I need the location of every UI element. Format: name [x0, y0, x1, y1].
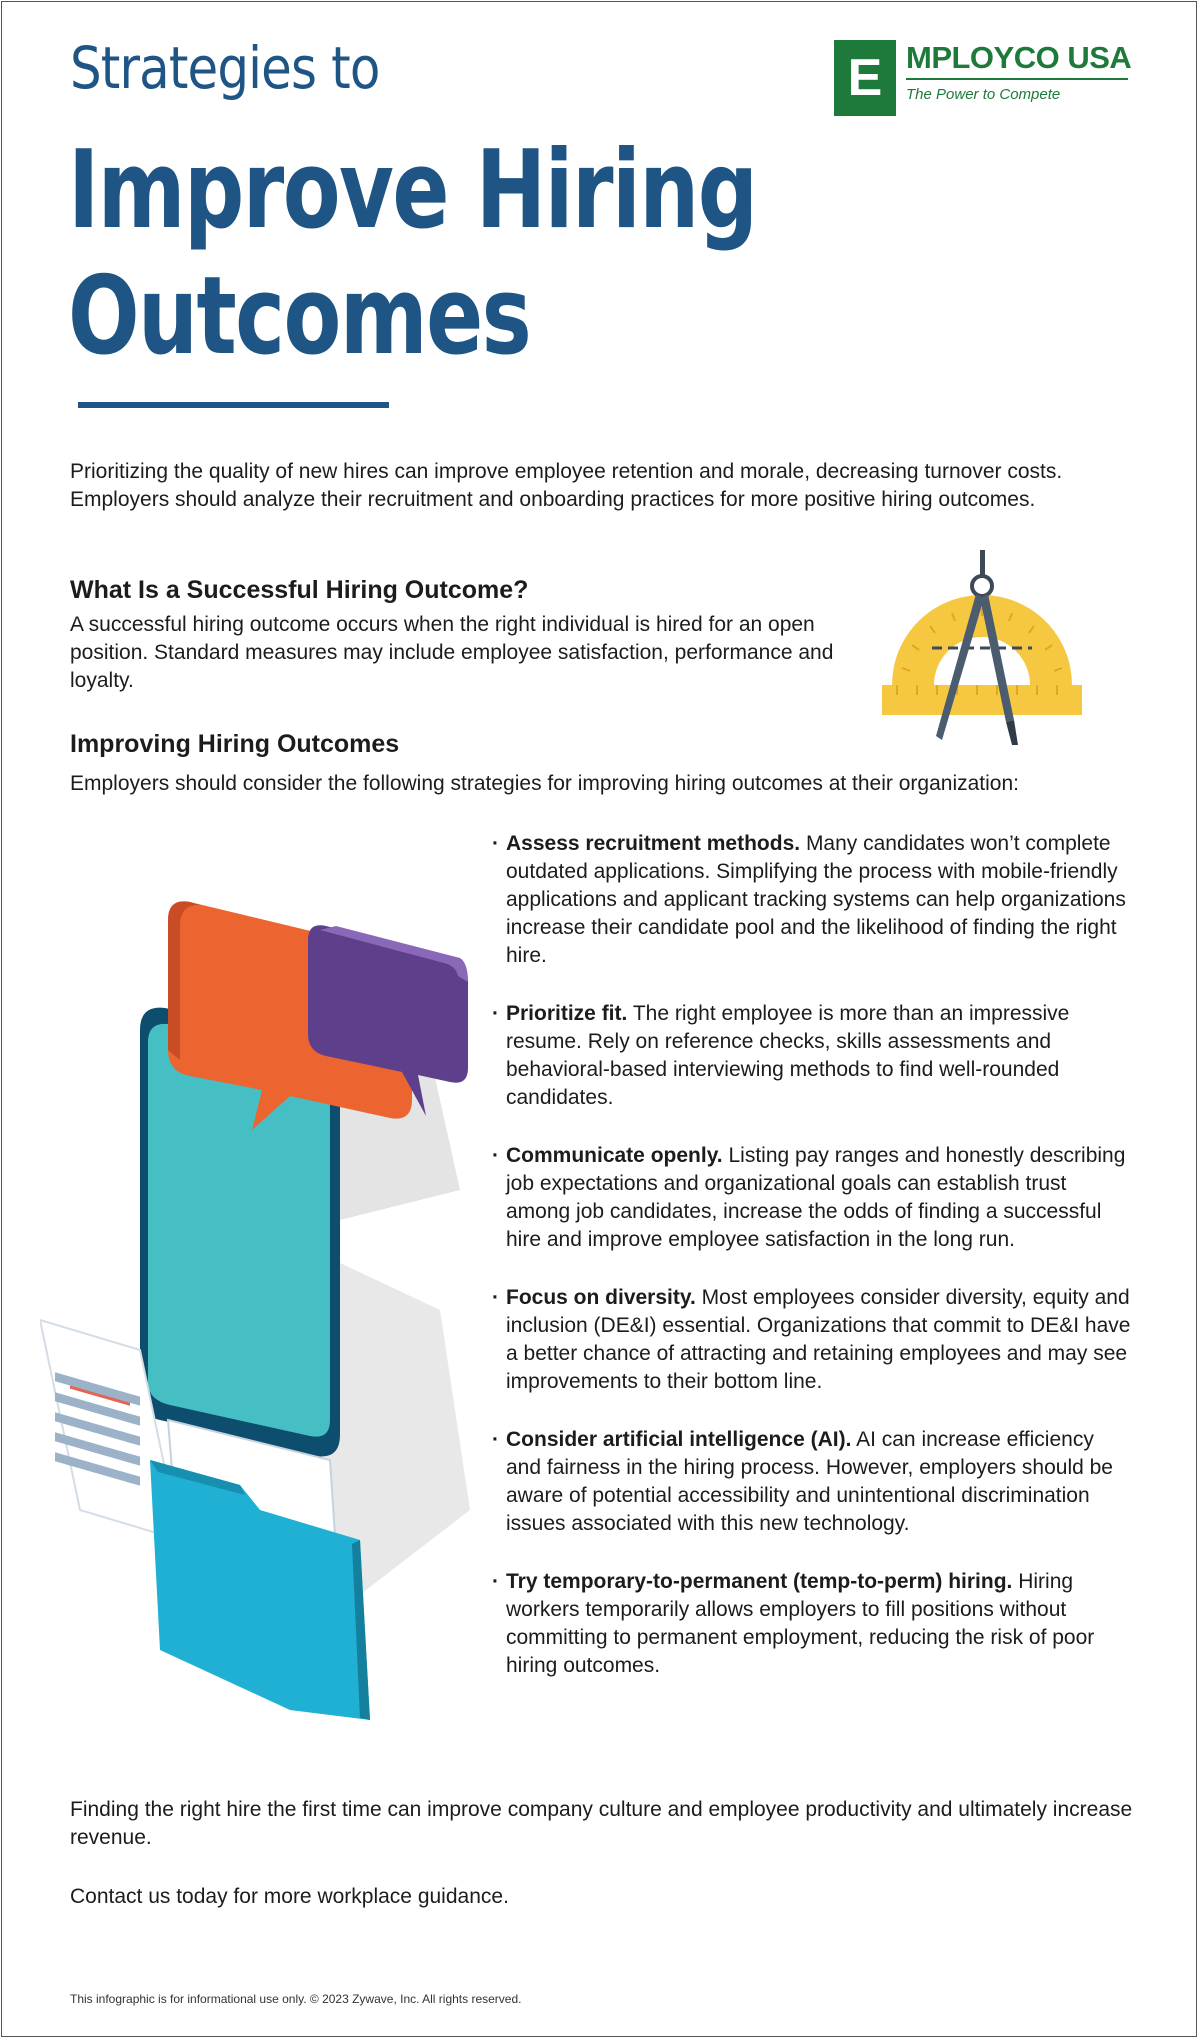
list-item	[494, 1284, 1134, 1396]
title-underline	[78, 402, 389, 408]
page-title-line-1: Improve Hiring	[68, 128, 757, 253]
section-heading-successful-outcome: What Is a Successful Hiring Outcome?	[70, 576, 529, 604]
section-heading-improving-outcomes: Improving Hiring Outcomes	[70, 730, 400, 758]
page-title	[68, 128, 756, 380]
company-logo[interactable]	[834, 40, 1134, 120]
strategy-lead: Prioritize fit.	[506, 1002, 628, 1025]
strategy-lead: Assess recruitment methods.	[506, 832, 801, 855]
logo-tagline: The Power to Compete	[906, 86, 1061, 103]
strategy-lead: Try temporary-to-permanent (temp-to-perm) hiring.	[506, 1570, 1013, 1593]
strategy-text: Many candidates won’t complete outdated applications. Simplifying the process with mobile-friendly applications and applicant tracking systems can help organizations increase their candidate pool and the likelihood of finding the right hire.	[506, 832, 1126, 967]
title-kicker: Strategies to	[70, 34, 380, 102]
strategy-text: Listing pay ranges and honestly describing job expectations and organizational goals can establish trust among job candidates, increase the odds of finding a successful hire and improve employee satisfaction in the long run.	[506, 1144, 1126, 1251]
logo-letter-box: E	[834, 40, 896, 116]
strategy-lead: Consider artificial intelligence (AI).	[506, 1428, 852, 1451]
strategy-lead: Communicate openly.	[506, 1144, 723, 1167]
phone-chat-folder-illustration	[40, 890, 490, 1720]
list-item	[494, 1568, 1134, 1680]
list-item	[494, 1000, 1134, 1112]
list-item	[494, 1142, 1134, 1254]
strategy-text: The right employee is more than an impressive resume. Rely on reference checks, skills assessments and behavioral-based interviewing methods to find well-rounded candidates.	[506, 1002, 1070, 1109]
contact-call-to-action: Contact us today for more workplace guidance.	[70, 1885, 509, 1908]
protractor-compass-illustration	[872, 550, 1092, 750]
strategy-text: AI can increase efficiency and fairness in the hiring process. However, employers should be aware of potential accessibility and unintentional discrimination issues associated with this new technology.	[506, 1428, 1113, 1535]
list-item	[494, 1426, 1134, 1538]
closing-paragraph: Finding the right hire the first time can improve company culture and employee productivity and ultimately increase revenue.	[70, 1798, 1133, 1849]
page-title-line-2: Outcomes	[68, 254, 531, 379]
logo-divider	[906, 78, 1128, 80]
logo-name: MPLOYCO USA	[906, 40, 1132, 75]
strategy-text: Hiring workers temporarily allows employers to fill positions without committing to permanent employment, reducing the risk of poor hiring outcomes.	[506, 1570, 1095, 1677]
intro-paragraph: Prioritizing the quality of new hires can improve employee retention and morale, decreasing turnover costs. Employers should analyze their recruitment and onboarding practices for more positive hiring outcomes.	[70, 460, 1063, 511]
strategy-text: Most employees consider diversity, equity and inclusion (DE&I) essential. Organizations that commit to DE&I have a better chance of attracting and retaining employees and may see improvements to their bottom line.	[506, 1286, 1131, 1393]
section-body-successful-outcome: A successful hiring outcome occurs when the right individual is hired for an open position. Standard measures may include employee satisfaction, performance and loyalty.	[70, 613, 834, 692]
list-item	[494, 830, 1134, 970]
section-body-improving-outcomes: Employers should consider the following strategies for improving hiring outcomes at their organization:	[70, 772, 1019, 795]
footer-disclaimer: This infographic is for informational use only. © 2023 Zywave, Inc. All rights reserved.	[70, 1992, 522, 2006]
strategy-lead: Focus on diversity.	[506, 1286, 696, 1309]
strategy-list	[494, 830, 1134, 1710]
